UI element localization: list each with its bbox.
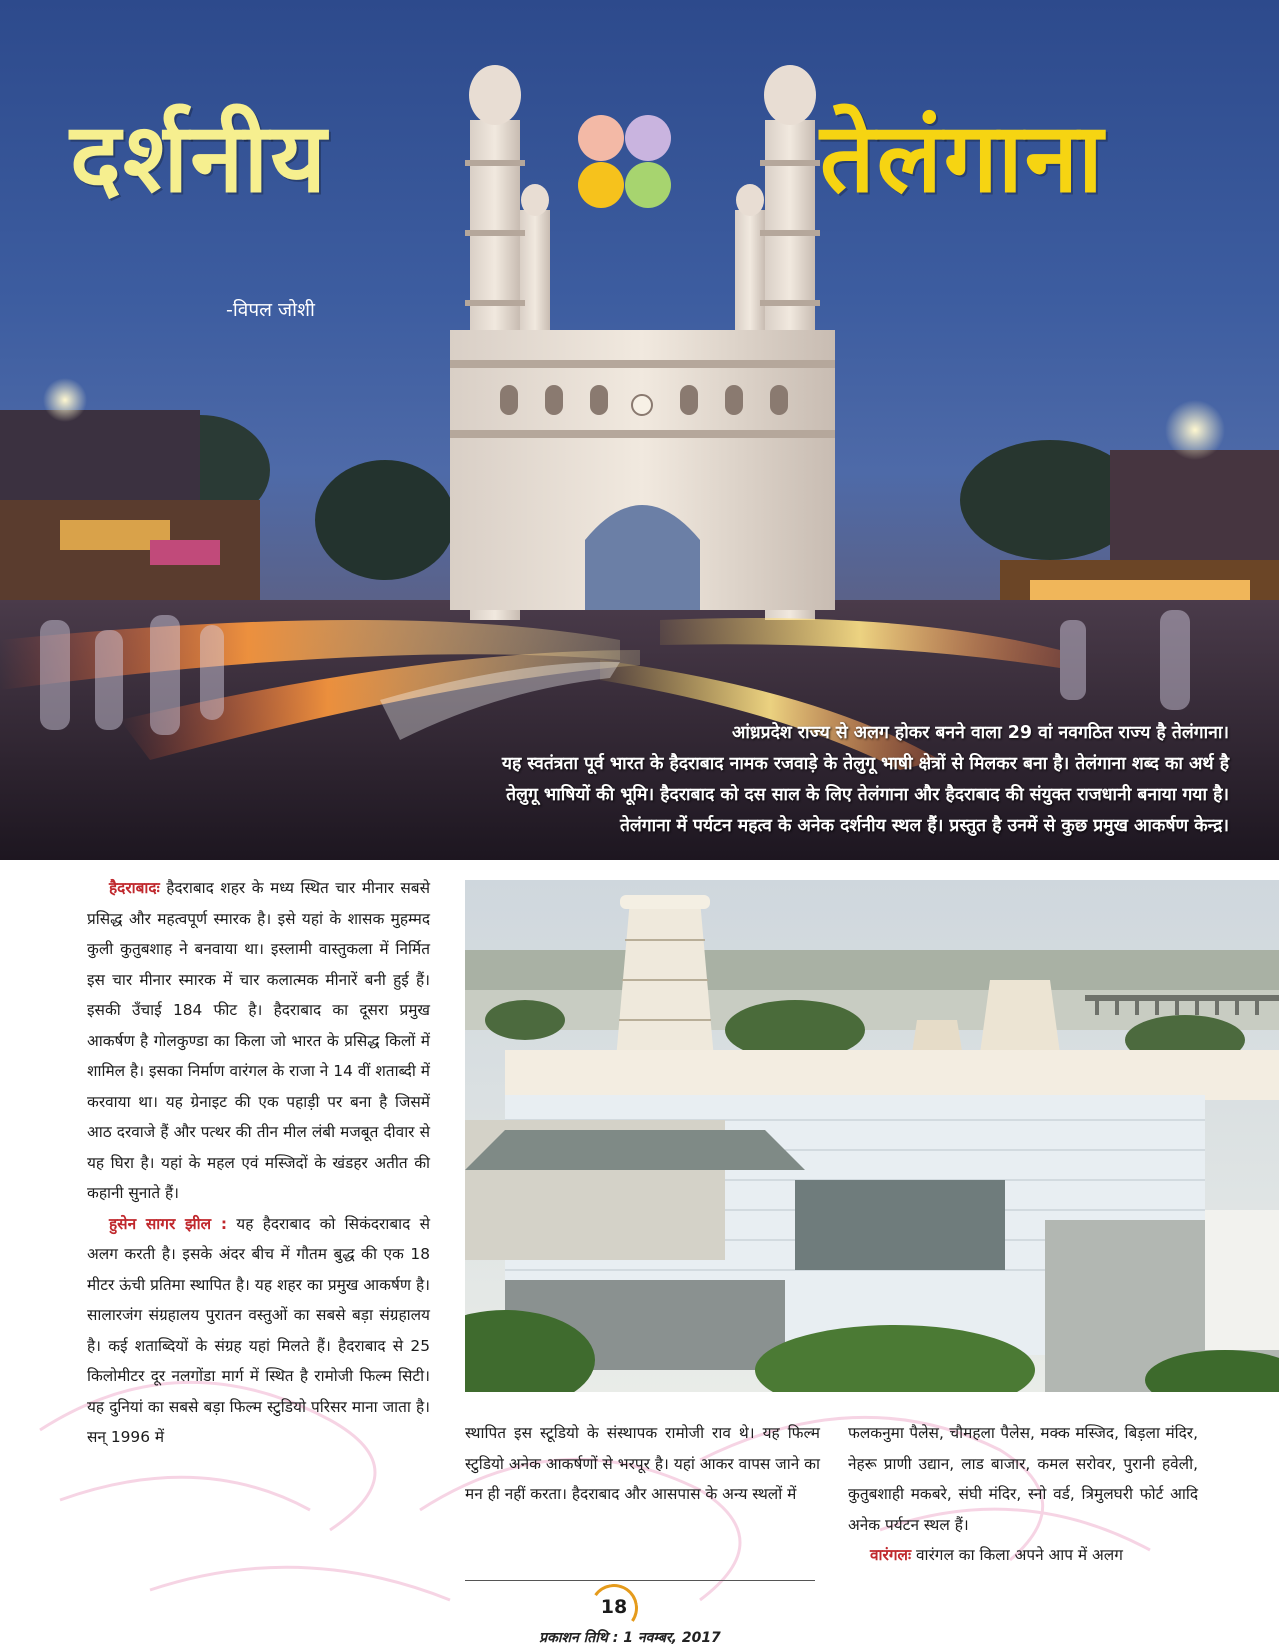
intro-line: यह स्वतंत्रता पूर्व भारत के हैदराबाद नामक रजवाड़े के तेलुगू भाषी क्षेत्रों से मिलकर बना है। तेलंगाना शब्द का अर्थ है [501,754,1229,774]
title-part-2: तेलंगाना [820,102,1105,214]
temple-photo [465,880,1279,1392]
page-number: 18 [600,1596,628,1618]
intro-line: आंध्रप्रदेश राज्य से अलग होकर बनने वाला 29 वां नवगठित राज्य है तेलंगाना। [731,723,1229,743]
paragraph-warangal [848,1540,1198,1571]
column-left [87,873,430,1453]
intro-text [329,718,1229,842]
title-dot-green [625,162,671,208]
section-heading-hussain-sagar: हुसेन सागर झील : [109,1214,227,1233]
title-dot-peach [578,115,624,161]
section-heading-hyderabad: हैदराबादः [109,879,160,897]
paragraph-hussain-sagar [87,1209,430,1453]
section-text-warangal: वारंगल का किला अपने आप में अलग [915,1546,1123,1564]
paragraph-ramoji: स्थापित इस स्टूडियो के संस्थापक रामोजी राव थे। यह फिल्म स्टुडियो अनेक आकर्षणों से भरपूर है। यहां आकर वापस जाने का मन ही नहीं करता। हैदराबाद और आसपास के अन्य स्थलों में [465,1424,820,1503]
author-byline: -विपल जोशी [226,299,315,321]
intro-line: तेलंगाना में पर्यटन महत्व के अनेक दर्शनीय स्थल हैं। प्रस्तुत है उनमें से कुछ प्रमुख आकर्षण केन्द्र। [619,816,1229,836]
paragraph-hyderabad [87,873,430,1209]
section-text-hyderabad: हैदराबाद शहर के मध्य स्थित चार मीनार सबसे प्रसिद्ध और महत्वपूर्ण स्मारक है। इसे यहां के शासक मुहम्मद कुली कुतुबशाह ने बनवाया था। इस्लामी वास्तुकला में निर्मित इस चार मीनार स्मारक में चार कलात्मक मीनारें बनी हुई हैं। इसकी उँचाई 184 फीट है। हैदराबाद का दूसरा प्रमुख आकर्षण है गोलकुण्डा का किला जो भारत के प्रसिद्ध किलों में शामिल है। इसका निर्माण वारंगल के राजा ने 14 वीं शताब्दी में करवाया था। यह ग्रेनाइट की एक पहाड़ी पर बना है जिसमें आठ दरवाजे हैं और पत्थर की तीन मील लंबी मजबूत दीवार से यह घिरा है। यहां के महल एवं मस्जिदों के खंडहर अतीत की कहानी सुनाते हैं। [87,879,430,1202]
section-heading-warangal: वारंगलः [870,1546,912,1564]
column-divider [465,1580,815,1581]
temple-illustration [465,880,1279,1392]
column-middle [465,1418,820,1510]
column-right [848,1418,1198,1571]
title-part-1: दर्शनीय [70,102,329,214]
title-dot-lilac [625,115,671,161]
intro-line: तेलुगू भाषियों की भूमि। हैदराबाद को दस साल के लिए तेलंगाना और हैदराबाद की संयुक्त राजधानी बनाया गया है। [506,785,1229,805]
publication-date: प्रकाशन तिथि : 1 नवम्बर, 2017 [539,1630,721,1646]
title-dot-yellow [578,162,624,208]
paragraph-places: फलकनुमा पैलेस, चौमहला पैलेस, मक्क मस्जिद, बिड़ला मंदिर, नेहरू प्राणी उद्यान, लाड बाजार, कमल सरोवर, पुरानी हवेली, कुतुबशाही मकबरे, संघी मंदिर, स्नो वर्ड, त्रिमुलघरी फोर्ट आदि अनेक पर्यटन स्थल हैं। [848,1424,1198,1534]
section-text-hussain-sagar: यह हैदराबाद को सिकंदराबाद से अलग करती है। इसके अंदर बीच में गौतम बुद्ध की एक 18 मीटर ऊंची प्रतिमा स्थापित है। यह शहर का प्रमुख आकर्षण है। सालारजंग संग्रहालय पुरातन वस्तुओं का सबसे बड़ा संग्रहालय है। कई शताब्दियों के संग्रह यहां मिलते हैं। हैदराबाद से 25 किलोमीटर दूर नलगोंडा मार्ग में स्थित है रामोजी फिल्म सिटी। यह दुनियां का सबसे बड़ा फिल्म स्टुडियो परिसर माना जाता है। सन् 1996 में [87,1214,430,1446]
